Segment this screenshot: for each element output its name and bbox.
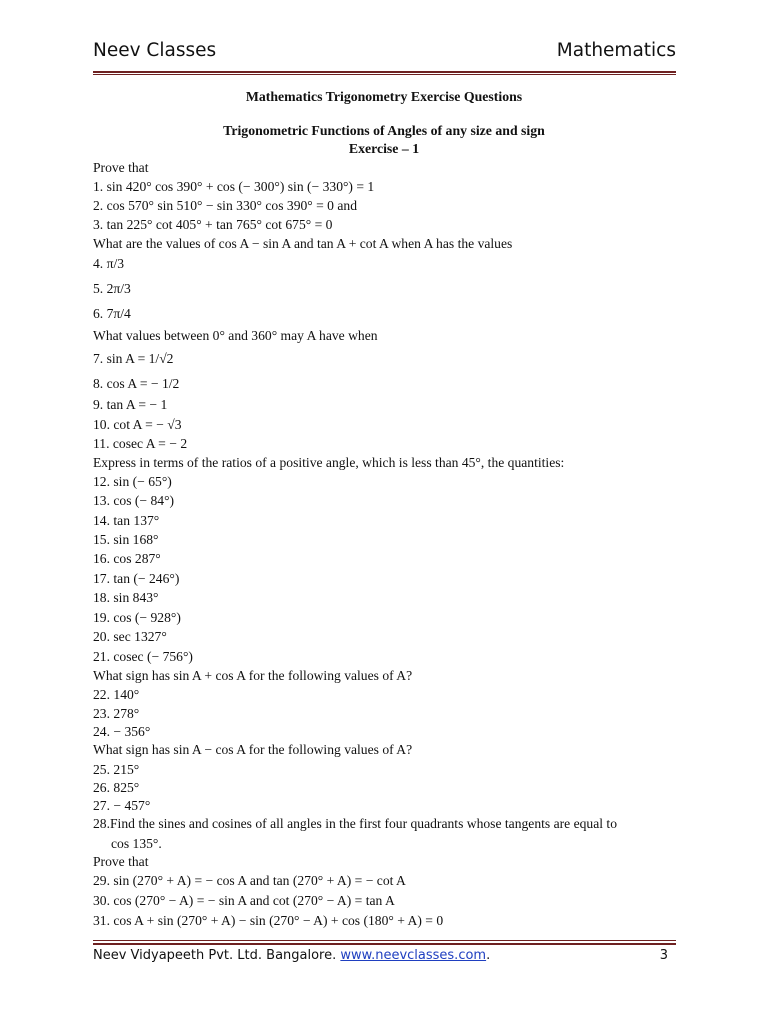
exercise-title: Exercise – 1	[348, 141, 420, 156]
list-item: 8. cos A = − 1/2	[93, 376, 180, 391]
list-item: 10. cot A = − √3	[93, 417, 182, 432]
footer-company: Neev Vidyapeeth Pvt. Ltd. Bangalore.	[93, 948, 341, 963]
list-item: 3. tan 225° cot 405° + tan 765° cot 675° = 0	[93, 217, 333, 232]
list-item: 7. sin A = 1/√2	[93, 351, 174, 366]
question-28-text: 28.Find the sines and cosines of all angles in the first four quadrants whose tangents are equal to	[93, 816, 617, 831]
list-item: 26. 825°	[93, 780, 140, 795]
list-item: What are the values of cos A − sin A and tan A + cot A when A has the values	[93, 236, 513, 251]
list-item: 2. cos 570° sin 510° − sin 330° cos 390° = 0 and	[93, 198, 358, 213]
page-number: 3	[659, 948, 668, 963]
list-item: 21. cosec (− 756°)	[93, 649, 193, 664]
page-footer	[93, 948, 676, 963]
list-item: 19. cos (− 928°)	[93, 610, 181, 625]
header-rule-thin	[93, 74, 676, 75]
list-item: What sign has sin A − cos A for the following values of A?	[93, 742, 413, 757]
section-title: Trigonometric Functions of Angles of any size and sign	[223, 123, 545, 138]
footer-website-link[interactable]: www.neevclasses.com	[340, 948, 487, 963]
header-right-title: Mathematics	[556, 40, 676, 61]
document-title: Mathematics Trigonometry Exercise Questions	[245, 89, 523, 104]
list-item: 23. 278°	[93, 706, 140, 721]
list-item: 20. sec 1327°	[93, 629, 167, 644]
list-item: What values between 0° and 360° may A have when	[93, 328, 378, 343]
list-item: 6. 7π/4	[93, 306, 131, 321]
list-item: 30. cos (270° − A) = − sin A and cot (270° − A) = tan A	[93, 893, 395, 908]
header-rule-thick	[93, 71, 676, 73]
list-item: Express in terms of the ratios of a positive angle, which is less than 45°, the quantities:	[93, 455, 565, 470]
list-item: 12. sin (− 65°)	[93, 474, 172, 489]
page-header	[93, 40, 676, 72]
list-item: 22. 140°	[93, 687, 140, 702]
footer-period: .	[486, 948, 491, 963]
list-item: Prove that	[93, 854, 149, 869]
list-item: 4. π/3	[93, 256, 125, 271]
list-item: Prove that	[93, 160, 149, 175]
list-item: 15. sin 168°	[93, 532, 159, 547]
list-item: 16. cos 287°	[93, 551, 161, 566]
list-item: 25. 215°	[93, 762, 140, 777]
list-item: 31. cos A + sin (270° + A) − sin (270° − A) + cos (180° + A) = 0	[93, 913, 444, 928]
list-item: 11. cosec A = − 2	[93, 436, 188, 451]
list-item: 9. tan A = − 1	[93, 397, 168, 412]
header-left-title: Neev Classes	[93, 40, 217, 61]
list-item: 13. cos (− 84°)	[93, 493, 175, 508]
footer-rule-thin	[93, 940, 676, 941]
footer-rule-thick	[93, 943, 676, 945]
list-item: 14. tan 137°	[93, 513, 160, 528]
list-item: 18. sin 843°	[93, 590, 159, 605]
list-item: 1. sin 420° cos 390° + cos (− 300°) sin (− 330°) = 1	[93, 179, 375, 194]
list-item: What sign has sin A + cos A for the following values of A?	[93, 668, 413, 683]
list-item: 29. sin (270° + A) = − cos A and tan (270° + A) = − cot A	[93, 873, 406, 888]
question-28-continuation: cos 135°.	[111, 835, 162, 851]
list-item: 17. tan (− 246°)	[93, 571, 180, 586]
list-item: 24. − 356°	[93, 724, 151, 739]
question-28	[93, 814, 675, 853]
list-item: 5. 2π/3	[93, 281, 131, 296]
list-item: 27. − 457°	[93, 798, 151, 813]
